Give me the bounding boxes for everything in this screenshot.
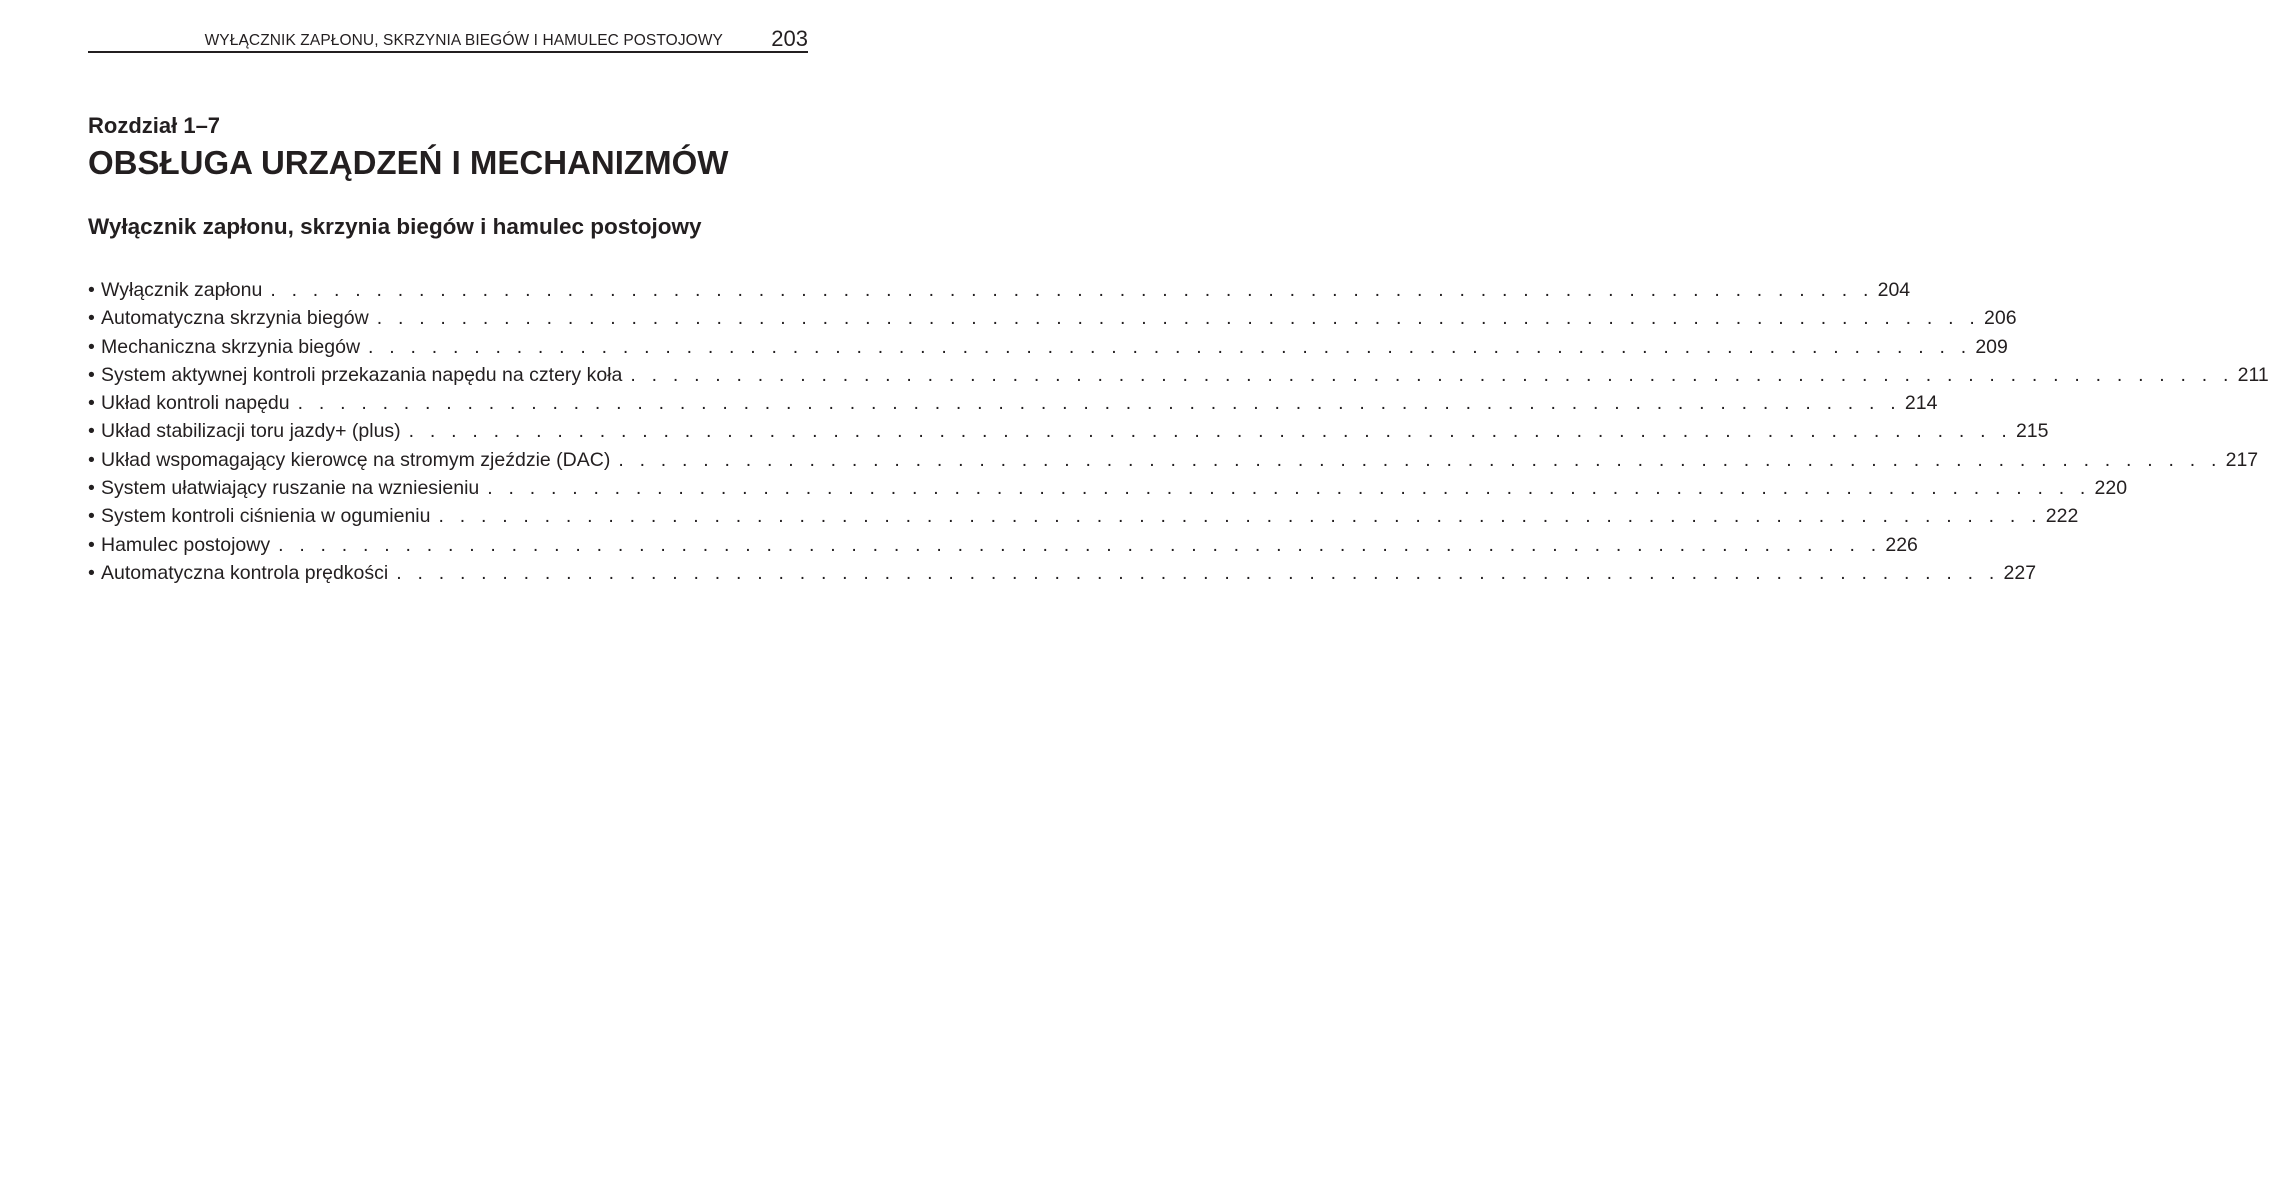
bullet-icon: • — [88, 420, 95, 443]
bullet-icon: • — [88, 477, 95, 500]
toc-item-page: 227 — [2003, 561, 2037, 584]
toc-item-text: Automatyczna kontrola prędkości — [101, 561, 389, 584]
dot-leader: . . . . . . . . . . . . . . . . . . . . . . . . . . . . . . . . . . . . . . . . . . . . . . . . . . . . . . . . . . . . . . . . . . . . . . . . . . . . — [408, 420, 2012, 443]
dot-leader: . . . . . . . . . . . . . . . . . . . . . . . . . . . . . . . . . . . . . . . . . . . . . . . . . . . . . . . . . . . . . . . . . . . . . . . . . . . . — [396, 561, 2000, 584]
toc-item-page: 226 — [1885, 533, 1918, 556]
page-number: 203 — [771, 26, 808, 51]
bullet-icon: • — [88, 561, 95, 584]
bullet-icon: • — [88, 335, 95, 358]
toc-item[interactable] — [88, 448, 2259, 477]
running-header — [88, 26, 808, 52]
toc-item-text: Układ stabilizacji toru jazdy+ (plus) — [101, 420, 401, 443]
bullet-icon: • — [88, 279, 95, 301]
toc-item-page: 209 — [1975, 335, 2008, 358]
dot-leader: . . . . . . . . . . . . . . . . . . . . . . . . . . . . . . . . . . . . . . . . . . . . . . . . . . . . . . . . . . . . . . . . . . . . . . . . . . . . — [630, 363, 2234, 386]
toc-item-page: 206 — [1984, 307, 2017, 330]
toc-item[interactable] — [88, 533, 1918, 562]
toc-item-page: 220 — [2094, 477, 2128, 500]
toc-item-page: 217 — [2225, 448, 2259, 471]
toc-item[interactable] — [88, 279, 1911, 307]
toc-item-text: Hamulec postojowy — [101, 533, 271, 556]
bullet-icon: • — [88, 363, 95, 386]
bullet-icon: • — [88, 307, 95, 330]
toc-item-page: 204 — [1877, 279, 1911, 301]
chapter-title: OBSŁUGA URZĄDZEŃ I MECHANIZMÓW — [88, 144, 729, 181]
toc-item-page: 215 — [2015, 420, 2049, 443]
dot-leader: . . . . . . . . . . . . . . . . . . . . . . . . . . . . . . . . . . . . . . . . . . . . . . . . . . . . . . . . . . . . . . . . . . . . . . . . . . . . — [376, 307, 1980, 330]
toc-item-text: Mechaniczna skrzynia biegów — [101, 335, 361, 358]
toc-item[interactable] — [88, 392, 1938, 420]
toc-item-page: 214 — [1904, 392, 1938, 415]
toc-item[interactable] — [88, 420, 2049, 448]
bullet-icon: • — [88, 505, 95, 528]
dot-leader: . . . . . . . . . . . . . . . . . . . . . . . . . . . . . . . . . . . . . . . . . . . . . . . . . . . . . . . . . . . . . . . . . . . . . . . . . . . . — [618, 448, 2222, 471]
section-title: Wyłącznik zapłonu, skrzynia biegów i hamulec postojowy — [88, 214, 702, 239]
bullet-icon: • — [88, 448, 95, 471]
toc-item-text: Układ wspomagający kierowcę na stromym zjeździe (DAC) — [101, 448, 611, 471]
toc-item[interactable] — [88, 477, 2128, 505]
dot-leader: . . . . . . . . . . . . . . . . . . . . . . . . . . . . . . . . . . . . . . . . . . . . . . . . . . . . . . . . . . . . . . . . . . . . . . . . . . . . — [270, 279, 1874, 301]
toc-item[interactable] — [88, 561, 2037, 590]
dot-leader: . . . . . . . . . . . . . . . . . . . . . . . . . . . . . . . . . . . . . . . . . . . . . . . . . . . . . . . . . . . . . . . . . . . . . . . . . . . . — [278, 533, 1882, 556]
table-of-contents — [88, 279, 2269, 590]
bullet-icon: • — [88, 533, 95, 556]
toc-item-text: Układ kontroli napędu — [101, 392, 290, 415]
toc-item[interactable] — [88, 335, 2008, 364]
toc-item-text: System kontroli ciśnienia w ogumieniu — [101, 505, 431, 528]
toc-item-text: System aktywnej kontroli przekazania napędu na cztery koła — [101, 363, 623, 386]
header-rule — [88, 51, 808, 53]
dot-leader: . . . . . . . . . . . . . . . . . . . . . . . . . . . . . . . . . . . . . . . . . . . . . . . . . . . . . . . . . . . . . . . . . . . . . . . . . . . . — [368, 335, 1972, 358]
toc-item-page: 211 — [2237, 363, 2269, 386]
toc-item[interactable] — [88, 505, 2079, 533]
dot-leader: . . . . . . . . . . . . . . . . . . . . . . . . . . . . . . . . . . . . . . . . . . . . . . . . . . . . . . . . . . . . . . . . . . . . . . . . . . . . — [297, 392, 1901, 415]
toc-item-text: Wyłącznik zapłonu — [101, 279, 263, 301]
running-header-title: WYŁĄCZNIK ZAPŁONU, SKRZYNIA BIEGÓW I HAMULEC POSTOJOWY — [204, 32, 723, 49]
toc-item-page: 222 — [2045, 505, 2079, 528]
dot-leader: . . . . . . . . . . . . . . . . . . . . . . . . . . . . . . . . . . . . . . . . . . . . . . . . . . . . . . . . . . . . . . . . . . . . . . . . . . . . — [487, 477, 2091, 500]
dot-leader: . . . . . . . . . . . . . . . . . . . . . . . . . . . . . . . . . . . . . . . . . . . . . . . . . . . . . . . . . . . . . . . . . . . . . . . . . . . . — [438, 505, 2042, 528]
toc-item-text: System ułatwiający ruszanie na wzniesieniu — [101, 477, 480, 500]
toc-item-text: Automatyczna skrzynia biegów — [101, 307, 369, 330]
chapter-label: Rozdział 1–7 — [88, 113, 221, 138]
toc-item[interactable] — [88, 363, 2269, 392]
toc-item[interactable] — [88, 307, 2017, 335]
bullet-icon: • — [88, 392, 95, 415]
